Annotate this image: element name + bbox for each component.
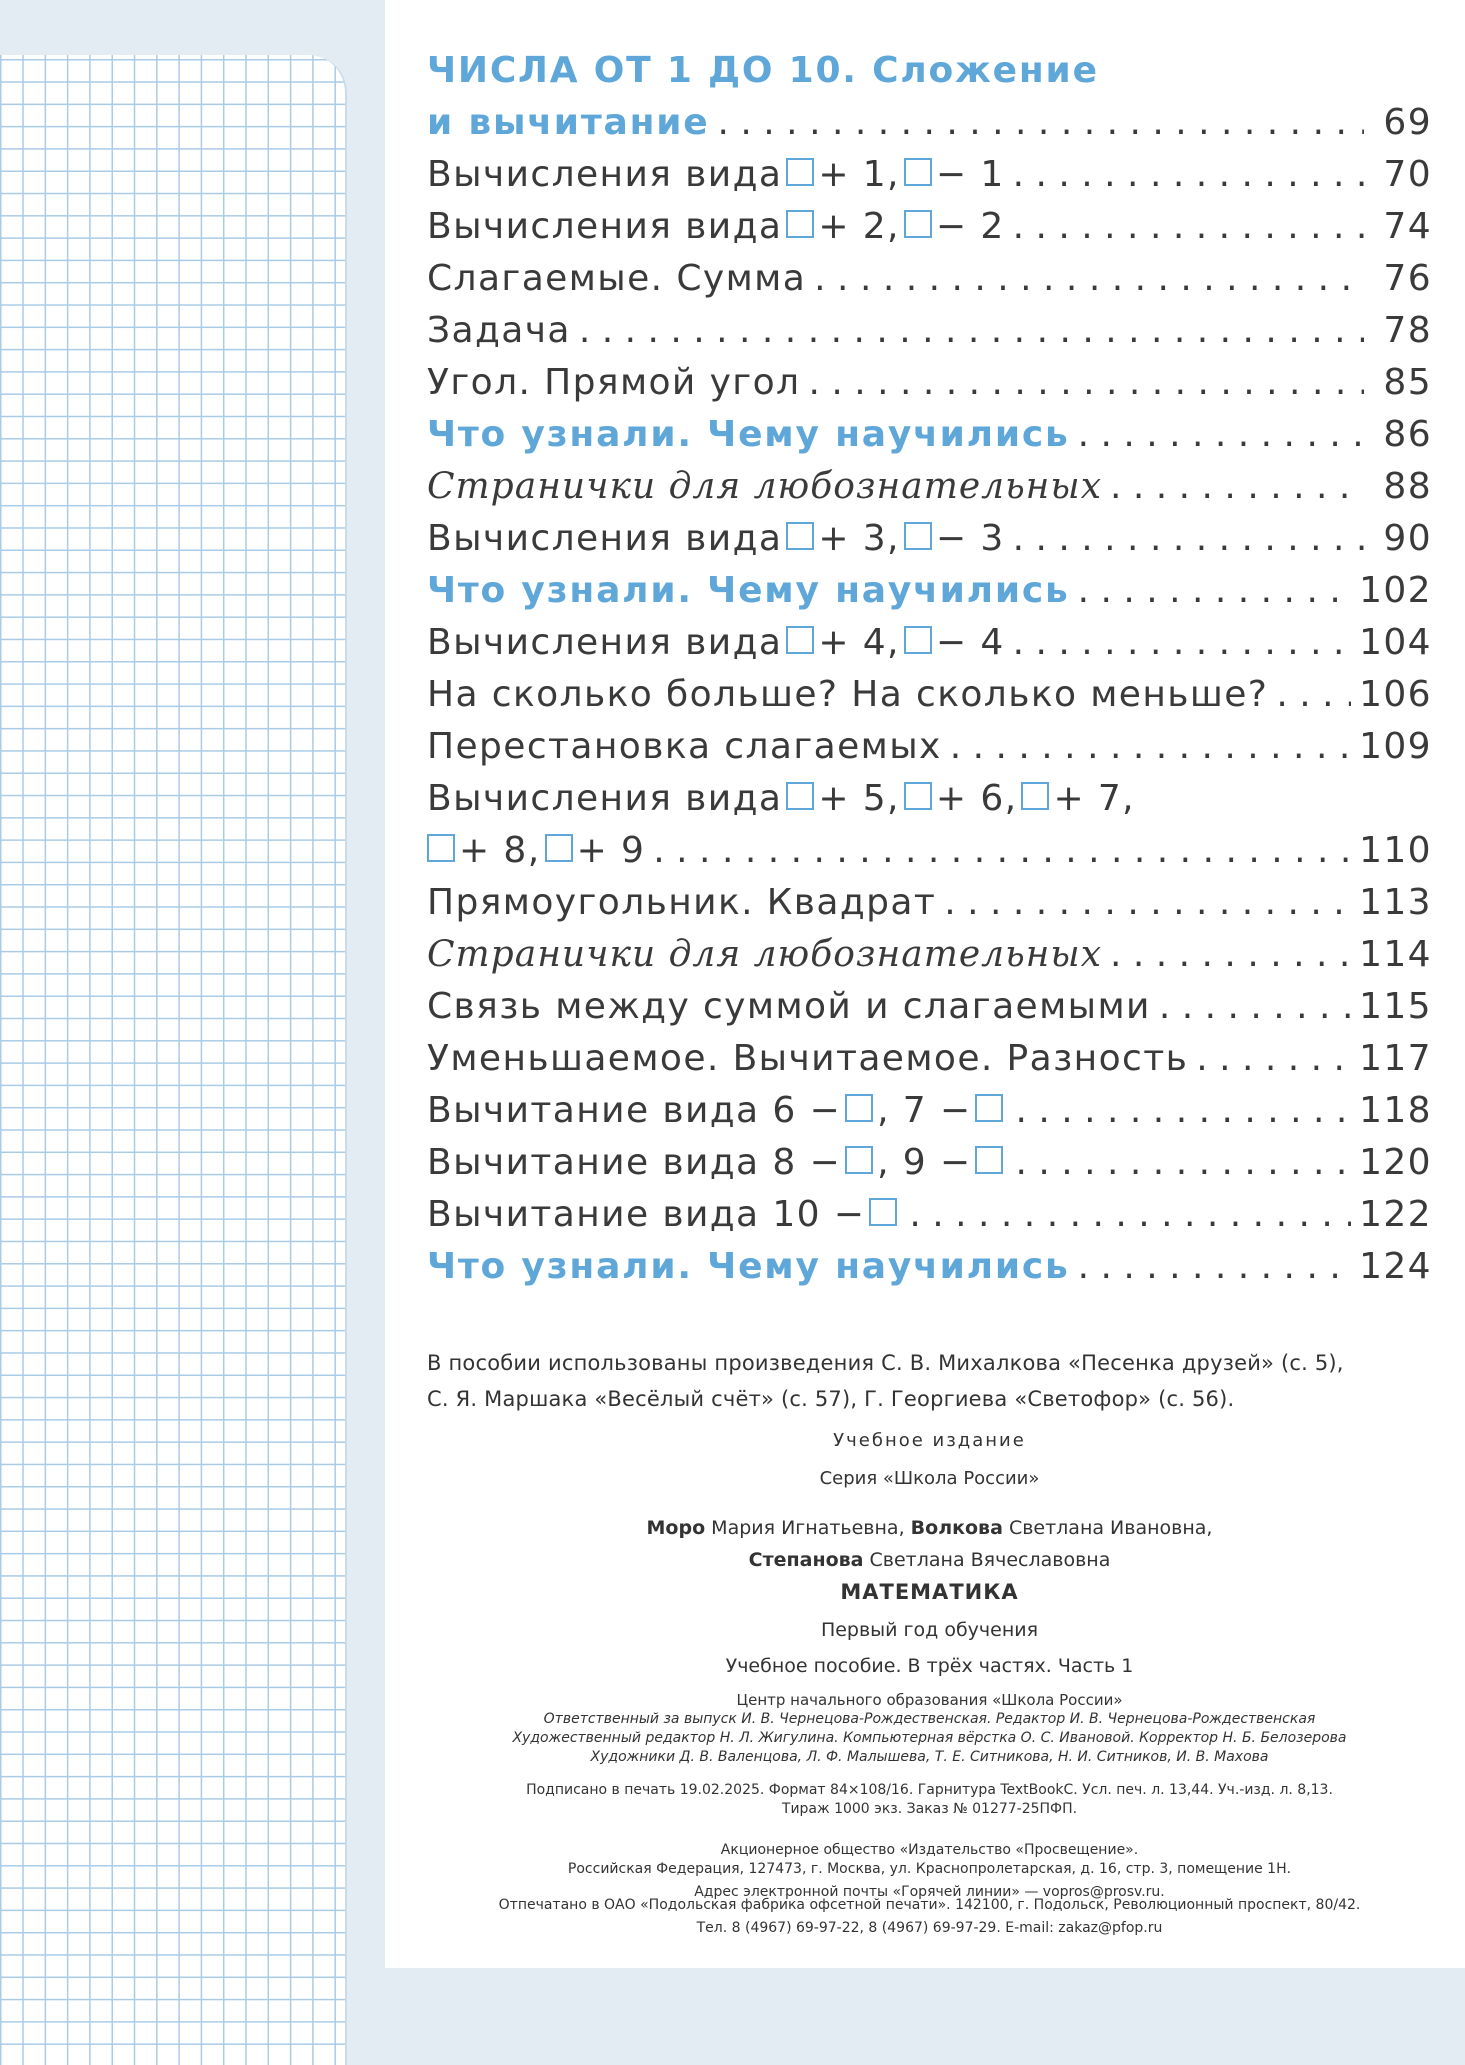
toc-entry: Вычисления вида + 4, − 4 . . . 104 [427, 622, 1432, 674]
table-of-contents [427, 50, 1432, 1298]
blank-box-icon [545, 834, 573, 862]
toc-entry-curious: Странички для любознательных . . . 114 [427, 934, 1432, 986]
page-number: 106 [1359, 674, 1432, 715]
toc-entry: На сколько больше? На сколько меньше? . . . 106 [427, 674, 1432, 726]
study-year: Первый год обучения [820, 1619, 1039, 1641]
leader-dots [1159, 986, 1351, 1027]
leader-dots [1078, 1246, 1352, 1287]
page-number: 85 [1383, 362, 1432, 403]
page-number: 110 [1359, 830, 1432, 871]
blank-box-icon [786, 626, 814, 654]
page-number: 74 [1383, 206, 1432, 247]
toc-entry: Прямоугольник. Квадрат . . . 113 [427, 882, 1432, 934]
blank-box-icon [845, 1094, 873, 1122]
blank-box-icon [904, 522, 932, 550]
toc-entry: Вычисления вида + 1, − 1 . . . 70 [427, 154, 1432, 206]
leader-dots [718, 102, 1364, 143]
page-number: 88 [1383, 466, 1432, 507]
leader-dots [1110, 466, 1364, 507]
leader-dots [579, 310, 1364, 351]
leader-dots [1276, 674, 1351, 715]
authors: Моро Мария Игнатьевна, Волкова Светлана Ивановна, Степанова Светлана Вячеславовна [646, 1517, 1213, 1571]
toc-entry-curious: Странички для любознательных . . . 88 [427, 466, 1432, 518]
toc-entry-review: Что узнали. Чему научились . . . 124 [427, 1246, 1432, 1298]
toc-entry-review: Что узнали. Чему научились . . . 86 [427, 414, 1432, 466]
leader-dots [1078, 414, 1364, 455]
toc-entry: Перестановка слагаемых . . . 109 [427, 726, 1432, 778]
toc-entry: Связь между суммой и слагаемыми . . . 115 [427, 986, 1432, 1038]
blank-box-icon [975, 1146, 1003, 1174]
toc-entry: Уменьшаемое. Вычитаемое. Разность . . . 117 [427, 1038, 1432, 1090]
page-number: 104 [1359, 622, 1432, 663]
series: Серия «Школа России» [819, 1468, 1040, 1489]
blank-box-icon [786, 158, 814, 186]
toc-entry: Вычисления вида + 5, + 6, + 7, [427, 778, 1136, 819]
page-number: 113 [1359, 882, 1432, 923]
blank-box-icon [1021, 782, 1049, 810]
page-number: 90 [1383, 518, 1432, 559]
leader-dots [950, 726, 1351, 767]
blank-box-icon [869, 1198, 897, 1226]
book-part: Учебное пособие. В трёх частях. Часть 1 [725, 1655, 1134, 1677]
leader-dots [808, 362, 1364, 403]
leader-dots [1015, 1090, 1351, 1131]
credits: Центр начального образования «Школа России» Ответственный за выпуск И. В. Чернецова-Рождественская. Редактор И. В. Чернецова-Рождественская Художественный редактор Н. Л. Жигулина. Компьютерная вёрстка О. С. Ивановой. Корректор Н. Б. Белозерова Художники Д. В. Валенцова, Л. Ф. Малышева, Т. Е. Ситникова, Н. И. Ситников, И. В. Махова [512, 1691, 1347, 1765]
leader-dots [909, 1194, 1351, 1235]
toc-entry: Слагаемые. Сумма . . . 76 [427, 258, 1432, 310]
blank-box-icon [427, 834, 455, 862]
blank-box-icon [786, 782, 814, 810]
blank-box-icon [904, 626, 932, 654]
grid-paper-strip [0, 55, 347, 2065]
printer-info: Отпечатано в ОАО «Подольская фабрика офсетной печати». 142100, г. Подольск, Революционный проспект, 80/42. Тел. 8 (4967) 69-97-22, 8 (4967) 69-97-29. E-mail: zakaz@pfop.ru [498, 1897, 1361, 1936]
blank-box-icon [904, 782, 932, 810]
blank-box-icon [786, 210, 814, 238]
sources-note: В пособии использованы произведения С. В. Михалкова «Песенка друзей» (с. 5), С. Я. Маршака «Весёлый счёт» (с. 57), Г. Георгиева «Светофор» (с. 56). [427, 1351, 1344, 1411]
toc-entry: Вычитание вида 6 − , 7 − . . . 118 [427, 1090, 1432, 1142]
leader-dots [814, 258, 1364, 299]
page-number: 124 [1359, 1246, 1432, 1287]
toc-section-title: ЧИСЛА ОТ 1 ДО 10. Сложение [427, 50, 1099, 91]
page-number: 117 [1359, 1038, 1432, 1079]
toc-section-title-2: и вычитание . . . 69 [427, 102, 1432, 154]
toc-entry: Угол. Прямой угол . . . 85 [427, 362, 1432, 414]
blank-box-icon [904, 210, 932, 238]
leader-dots [1013, 206, 1364, 247]
blank-box-icon [845, 1146, 873, 1174]
page-number: 86 [1383, 414, 1432, 455]
page-number: 102 [1359, 570, 1432, 611]
leader-dots [1015, 1142, 1351, 1183]
page-number: 114 [1359, 934, 1432, 975]
page-number: 115 [1359, 986, 1432, 1027]
blank-box-icon [975, 1094, 1003, 1122]
toc-entry: Вычитание вида 10 − . . . 122 [427, 1194, 1432, 1246]
blank-box-icon [904, 158, 932, 186]
toc-entry: Вычитание вида 8 − , 9 − . . . 120 [427, 1142, 1432, 1194]
toc-entry: + 8, + 9 . . . 110 [427, 830, 1432, 882]
leader-dots [1110, 934, 1351, 975]
leader-dots [1078, 570, 1352, 611]
leader-dots [1013, 154, 1364, 195]
book-title: МАТЕМАТИКА [840, 1580, 1019, 1604]
toc-entry: Задача . . . 78 [427, 310, 1432, 362]
toc-entry-review: Что узнали. Чему научились . . . 102 [427, 570, 1432, 622]
page-number: 69 [1383, 102, 1432, 143]
leader-dots [1013, 622, 1351, 663]
toc-entry: Вычисления вида + 3, − 3 . . . 90 [427, 518, 1432, 570]
toc-entry: Вычисления вида + 2, − 2 . . . 74 [427, 206, 1432, 258]
page-number: 76 [1383, 258, 1432, 299]
leader-dots [653, 830, 1351, 871]
blank-box-icon [786, 522, 814, 550]
leader-dots [1013, 518, 1364, 559]
edition-type: Учебное издание [833, 1430, 1026, 1451]
page-number: 70 [1383, 154, 1432, 195]
leader-dots [1196, 1038, 1351, 1079]
page-number: 109 [1359, 726, 1432, 767]
publisher-info: Акционерное общество «Издательство «Просвещение». Российская Федерация, 127473, г. Москва, ул. Краснопролетарская, д. 16, стр. 3, помещение 1Н. Адрес электронной почты «Горячей линии» — vopros@prosv.ru. [567, 1842, 1292, 1900]
print-info: Подписано в печать 19.02.2025. Формат 84×108/16. Гарнитура TextBookC. Усл. печ. л. 13,44. Уч.-изд. л. 8,13. Тираж 1000 экз. Заказ № 01277-25ПФП. [526, 1782, 1333, 1817]
page-number: 118 [1359, 1090, 1432, 1131]
leader-dots [944, 882, 1351, 923]
page-number: 78 [1383, 310, 1432, 351]
page-number: 122 [1359, 1194, 1432, 1235]
page-number: 120 [1359, 1142, 1432, 1183]
